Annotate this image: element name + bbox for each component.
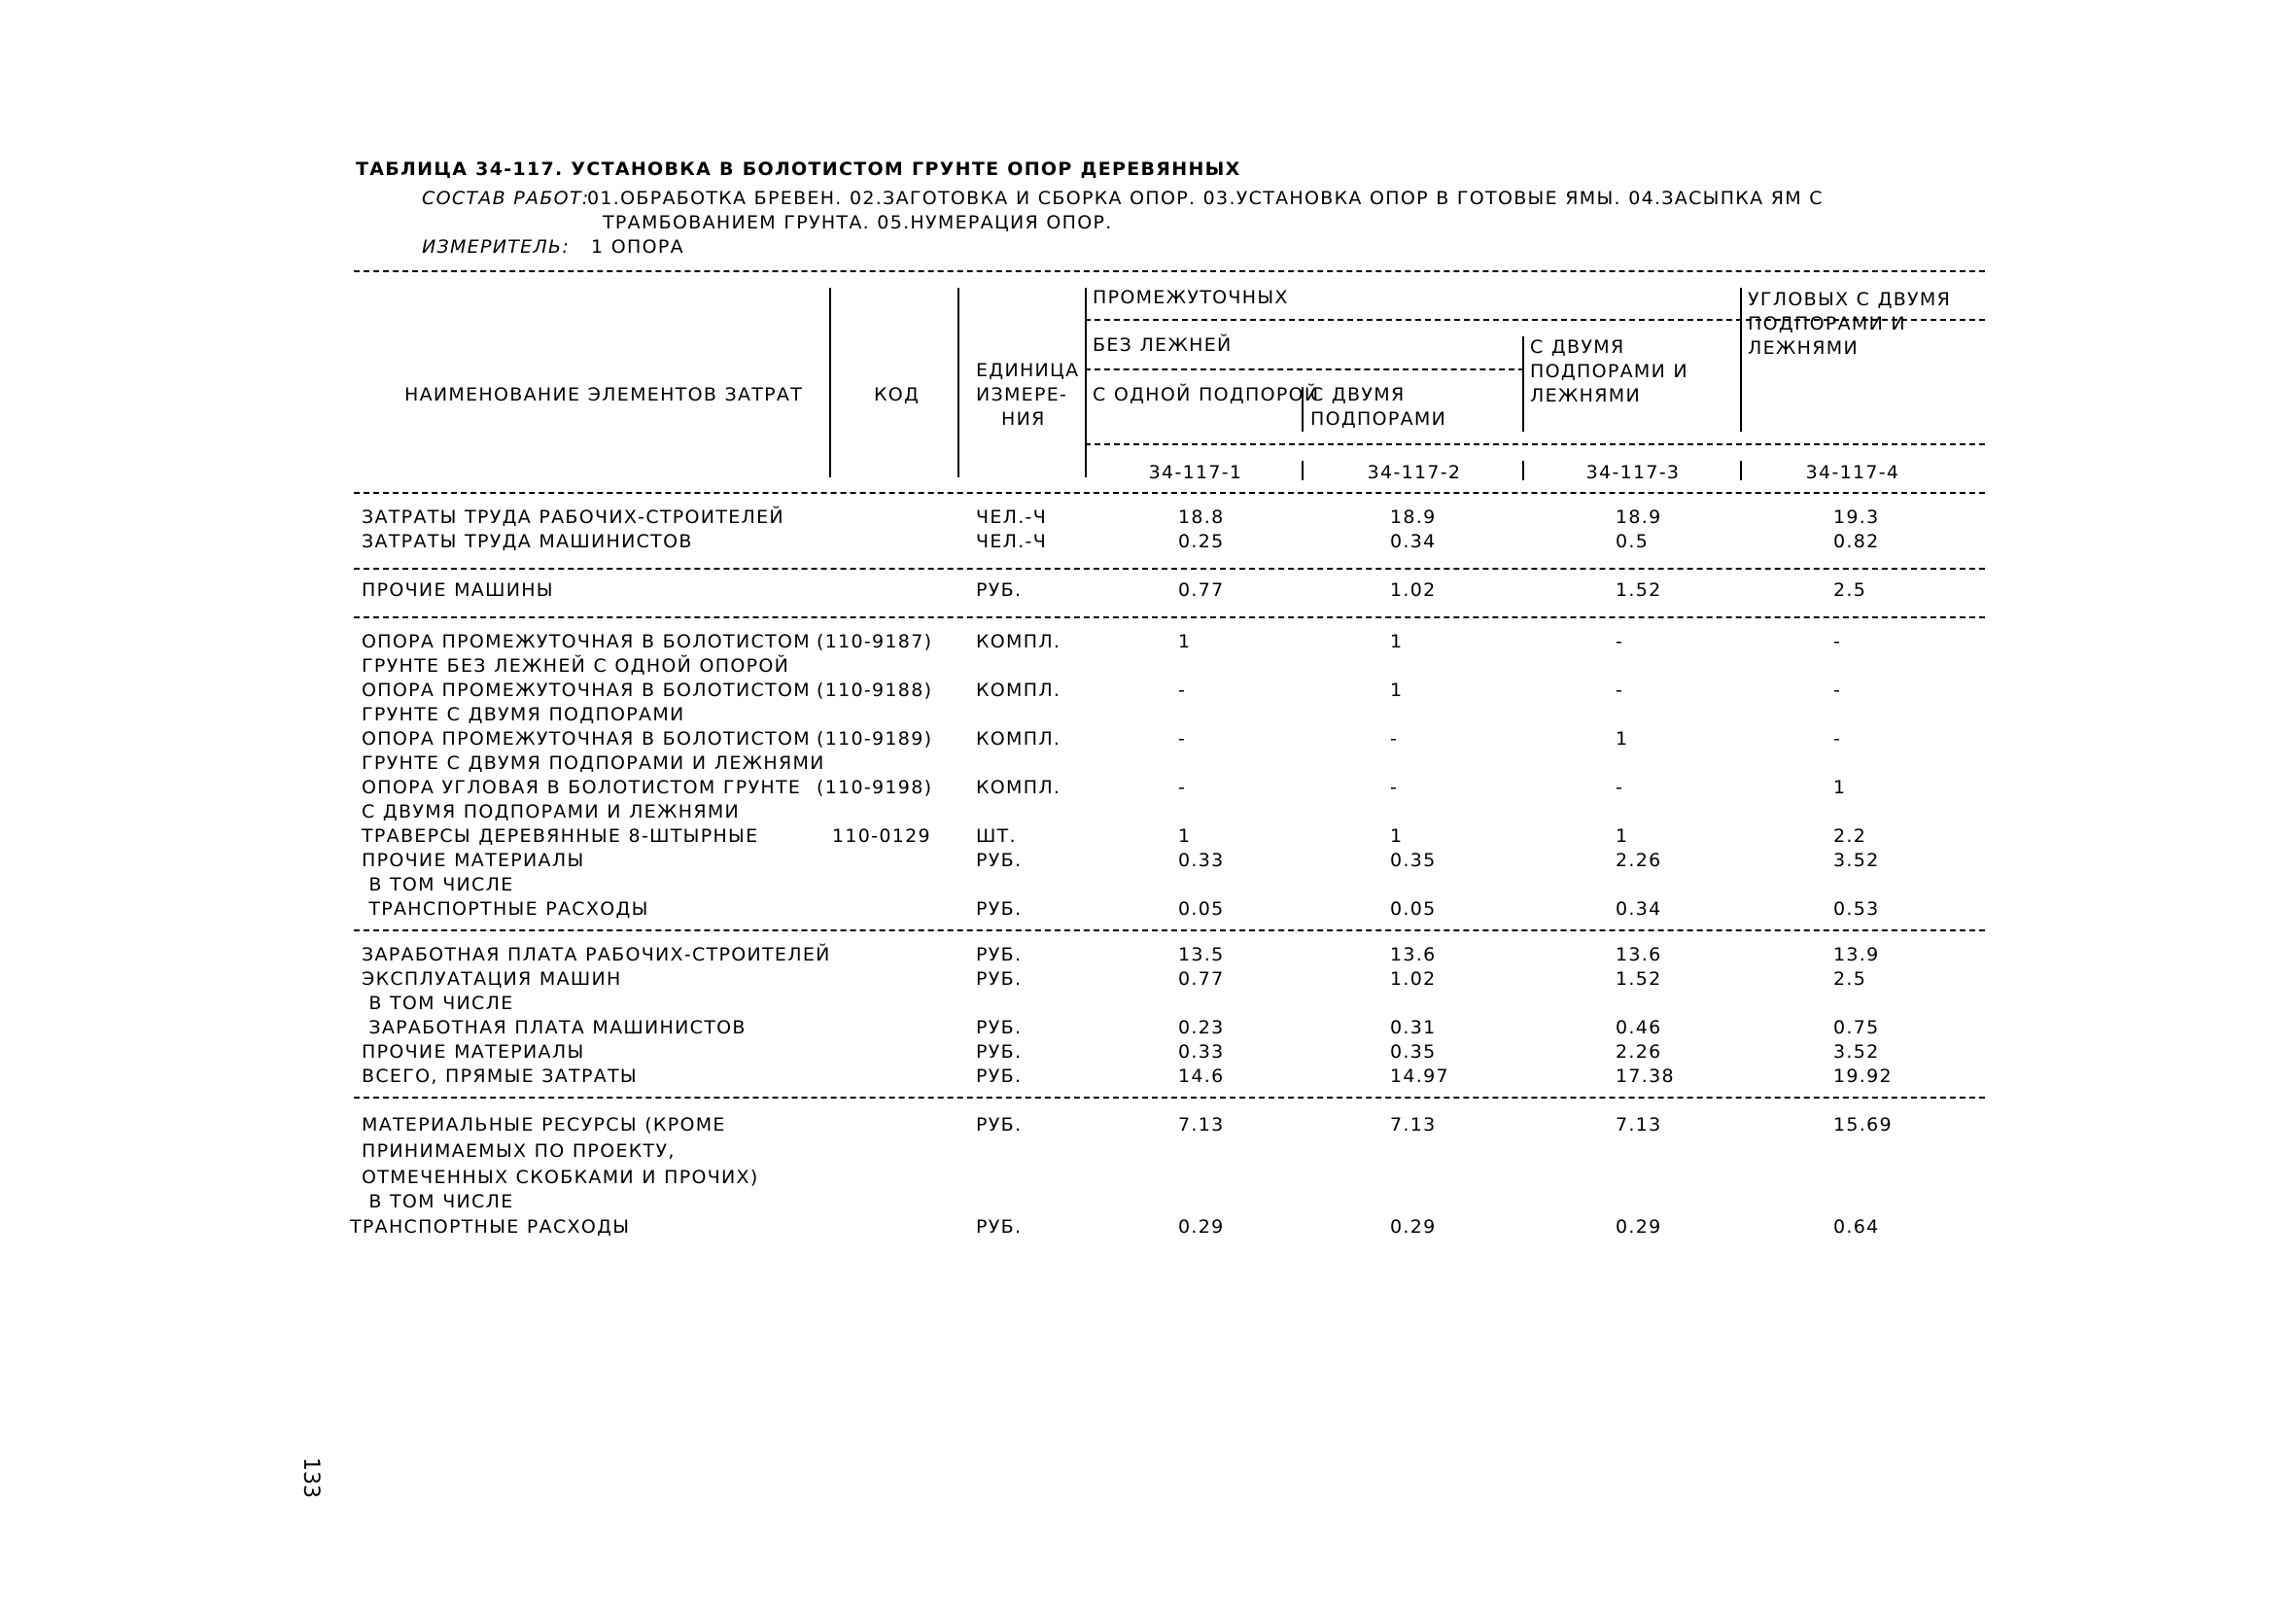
row-value: 0.34 bbox=[1616, 898, 1662, 920]
header-two-props-1: С ДВУМЯ bbox=[1310, 384, 1406, 405]
row-code: 110-0129 bbox=[832, 825, 931, 847]
row-value: 2.5 bbox=[1833, 579, 1867, 601]
page-number: 133 bbox=[298, 1457, 323, 1498]
row-unit: РУБ. bbox=[976, 1216, 1023, 1238]
header-no-beds-rule bbox=[1085, 368, 1524, 370]
header-code: КОД bbox=[874, 384, 921, 405]
row-value: - bbox=[1178, 680, 1187, 701]
row-name: МАТЕРИАЛЬНЫЕ РЕСУРСЫ (КРОМЕ bbox=[362, 1114, 726, 1136]
header-intermediate: ПРОМЕЖУТОЧНЫХ bbox=[1093, 287, 1289, 308]
group-rule-4 bbox=[354, 1097, 1985, 1099]
row-unit: КОМПЛ. bbox=[976, 680, 1061, 701]
composition-line-1: 01.ОБРАБОТКА БРЕВЕН. 02.ЗАГОТОВКА И СБОРКА ОПОР. 03.УСТАНОВКА ОПОР В ГОТОВЫЕ ЯМЫ. 04.ЗАСЫПКА ЯМ С bbox=[587, 188, 1824, 209]
table-title: ТАБЛИЦА 34-117. УСТАНОВКА В БОЛОТИСТОМ ГРУНТЕ ОПОР ДЕРЕВЯННЫХ bbox=[356, 158, 1241, 180]
row-value: 3.52 bbox=[1833, 850, 1880, 871]
row-name: В ТОМ ЧИСЛЕ bbox=[362, 1191, 514, 1212]
row-name: ГРУНТЕ С ДВУМЯ ПОДПОРАМИ bbox=[362, 704, 685, 725]
header-divider-two-props bbox=[1522, 336, 1524, 432]
meter-label: ИЗМЕРИТЕЛЬ: bbox=[422, 236, 571, 258]
row-name: ОПОРА ПРОМЕЖУТОЧНАЯ В БОЛОТИСТОМ bbox=[362, 728, 811, 750]
row-value: - bbox=[1833, 680, 1842, 701]
row-value: 1.02 bbox=[1390, 579, 1437, 601]
header-divider-name bbox=[829, 288, 831, 477]
row-value: 0.53 bbox=[1833, 898, 1880, 920]
row-name: ЗАРАБОТНАЯ ПЛАТА РАБОЧИХ-СТРОИТЕЛЕЙ bbox=[362, 944, 831, 965]
row-unit: КОМПЛ. bbox=[976, 728, 1061, 750]
row-name: ЗАРАБОТНАЯ ПЛАТА МАШИНИСТОВ bbox=[362, 1017, 747, 1038]
row-unit: ШТ. bbox=[976, 825, 1017, 847]
row-value: - bbox=[1833, 728, 1842, 750]
row-value: 0.33 bbox=[1178, 1041, 1225, 1063]
row-name: ЗАТРАТЫ ТРУДА МАШИНИСТОВ bbox=[362, 531, 693, 552]
row-value: - bbox=[1833, 631, 1842, 652]
row-name: ГРУНТЕ С ДВУМЯ ПОДПОРАМИ И ЛЕЖНЯМИ bbox=[362, 752, 825, 774]
row-unit: РУБ. bbox=[976, 898, 1023, 920]
group-rule-1 bbox=[354, 568, 1985, 570]
header-divider-code bbox=[957, 288, 959, 477]
row-value: 0.31 bbox=[1390, 1017, 1437, 1038]
row-value: 19.3 bbox=[1833, 507, 1880, 528]
row-unit: КОМПЛ. bbox=[976, 777, 1061, 798]
header-two-props-beds-1: С ДВУМЯ bbox=[1530, 336, 1625, 358]
row-value: 1 bbox=[1616, 728, 1629, 750]
row-value: 13.6 bbox=[1616, 944, 1662, 965]
row-name: ЗАТРАТЫ ТРУДА РАБОЧИХ-СТРОИТЕЛЕЙ bbox=[362, 507, 784, 528]
header-no-beds: БЕЗ ЛЕЖНЕЙ bbox=[1093, 334, 1233, 356]
header-top-rule bbox=[354, 270, 1985, 272]
header-unit-1: ЕДИНИЦА bbox=[976, 360, 1080, 381]
row-value: 0.29 bbox=[1178, 1216, 1225, 1238]
row-value: - bbox=[1616, 777, 1624, 798]
row-value: 1 bbox=[1390, 631, 1404, 652]
header-name: НАИМЕНОВАНИЕ ЭЛЕМЕНТОВ ЗАТРАТ bbox=[404, 384, 804, 405]
row-unit: РУБ. bbox=[976, 1017, 1023, 1038]
row-value: 18.8 bbox=[1178, 507, 1225, 528]
row-name: ЭКСПЛУАТАЦИЯ МАШИН bbox=[362, 968, 622, 990]
row-value: 0.64 bbox=[1833, 1216, 1880, 1238]
row-value: 0.75 bbox=[1833, 1017, 1880, 1038]
row-code: (110-9188) bbox=[817, 680, 933, 701]
row-value: 15.69 bbox=[1833, 1114, 1893, 1136]
composition-line-2: ТРАМБОВАНИЕМ ГРУНТА. 05.НУМЕРАЦИЯ ОПОР. bbox=[603, 212, 1113, 233]
row-value: 1 bbox=[1390, 680, 1404, 701]
row-value: 1 bbox=[1616, 825, 1629, 847]
row-value: 0.35 bbox=[1390, 1041, 1437, 1063]
row-value: - bbox=[1616, 631, 1624, 652]
row-value: 3.52 bbox=[1833, 1041, 1880, 1063]
row-value: 13.5 bbox=[1178, 944, 1225, 965]
row-value: 1 bbox=[1833, 777, 1847, 798]
row-value: 0.77 bbox=[1178, 579, 1225, 601]
row-code: (110-9187) bbox=[817, 631, 933, 652]
meter-value: 1 ОПОРА bbox=[591, 236, 684, 258]
column-code-2: 34-117-2 bbox=[1367, 462, 1462, 483]
row-value: 13.6 bbox=[1390, 944, 1437, 965]
row-value: 0.33 bbox=[1178, 850, 1225, 871]
row-name: ТРАВЕРСЫ ДЕРЕВЯННЫЕ 8-ШТЫРНЫЕ bbox=[362, 825, 759, 847]
row-value: 13.9 bbox=[1833, 944, 1880, 965]
row-name: В ТОМ ЧИСЛЕ bbox=[362, 993, 514, 1014]
row-name: ОТМЕЧЕННЫХ СКОБКАМИ И ПРОЧИХ) bbox=[362, 1167, 759, 1188]
row-unit: РУБ. bbox=[976, 1066, 1023, 1087]
row-value: 19.92 bbox=[1833, 1066, 1893, 1087]
row-unit: РУБ. bbox=[976, 1114, 1023, 1136]
row-value: 1 bbox=[1178, 631, 1192, 652]
row-value: 1.02 bbox=[1390, 968, 1437, 990]
header-corner-3: ЛЕЖНЯМИ bbox=[1748, 337, 1859, 359]
row-value: 0.05 bbox=[1390, 898, 1437, 920]
header-divider-unit bbox=[1085, 288, 1087, 477]
row-name: ПРИНИМАЕМЫХ ПО ПРОЕКТУ, bbox=[362, 1140, 676, 1162]
header-unit-2: ИЗМЕРЕ- bbox=[976, 384, 1068, 405]
row-value: - bbox=[1616, 680, 1624, 701]
row-name: ТРАНСПОРТНЫЕ РАСХОДЫ bbox=[350, 1216, 631, 1238]
row-code: (110-9189) bbox=[817, 728, 933, 750]
row-name: ГРУНТЕ БЕЗ ЛЕЖНЕЙ С ОДНОЙ ОПОРОЙ bbox=[362, 655, 790, 677]
row-value: 0.35 bbox=[1390, 850, 1437, 871]
row-unit: РУБ. bbox=[976, 1041, 1023, 1063]
row-name: ВСЕГО, ПРЯМЫЕ ЗАТРАТЫ bbox=[362, 1066, 638, 1087]
row-name: ПРОЧИЕ МАТЕРИАЛЫ bbox=[362, 850, 585, 871]
header-codes-rule bbox=[1085, 443, 1985, 445]
group-rule-3 bbox=[354, 929, 1985, 931]
composition-label: СОСТАВ РАБОТ: bbox=[422, 188, 590, 209]
group-rule-2 bbox=[354, 616, 1985, 618]
row-name: ОПОРА УГЛОВАЯ В БОЛОТИСТОМ ГРУНТЕ bbox=[362, 777, 802, 798]
row-value: 1 bbox=[1390, 825, 1404, 847]
row-unit: ЧЕЛ.-Ч bbox=[976, 531, 1048, 552]
row-value: - bbox=[1390, 728, 1399, 750]
row-unit: КОМПЛ. bbox=[976, 631, 1061, 652]
header-bottom-rule bbox=[354, 492, 1985, 494]
code-divider-1 bbox=[1302, 461, 1304, 480]
row-name: ПРОЧИЕ МАТЕРИАЛЫ bbox=[362, 1041, 585, 1063]
row-value: 1 bbox=[1178, 825, 1192, 847]
row-unit: РУБ. bbox=[976, 968, 1023, 990]
row-name: ОПОРА ПРОМЕЖУТОЧНАЯ В БОЛОТИСТОМ bbox=[362, 631, 811, 652]
row-value: - bbox=[1390, 777, 1399, 798]
row-name: С ДВУМЯ ПОДПОРАМИ И ЛЕЖНЯМИ bbox=[362, 801, 741, 822]
header-one-prop: С ОДНОЙ ПОДПОРОЙ bbox=[1093, 384, 1320, 405]
row-unit: РУБ. bbox=[976, 579, 1023, 601]
header-two-props-2: ПОДПОРАМИ bbox=[1310, 408, 1447, 430]
row-value: 18.9 bbox=[1616, 507, 1662, 528]
row-value: 1.52 bbox=[1616, 968, 1662, 990]
row-value: - bbox=[1178, 777, 1187, 798]
row-name: ОПОРА ПРОМЕЖУТОЧНАЯ В БОЛОТИСТОМ bbox=[362, 680, 811, 701]
row-value: 0.46 bbox=[1616, 1017, 1662, 1038]
row-value: 0.34 bbox=[1390, 531, 1437, 552]
row-code: (110-9198) bbox=[817, 777, 933, 798]
row-value: 14.97 bbox=[1390, 1066, 1449, 1087]
header-divider-corner bbox=[1740, 288, 1742, 432]
row-unit: ЧЕЛ.-Ч bbox=[976, 507, 1048, 528]
row-unit: РУБ. bbox=[976, 944, 1023, 965]
code-divider-2 bbox=[1522, 461, 1524, 480]
row-value: 0.29 bbox=[1390, 1216, 1437, 1238]
row-value: 14.6 bbox=[1178, 1066, 1225, 1087]
row-value: 0.23 bbox=[1178, 1017, 1225, 1038]
row-value: 2.26 bbox=[1616, 850, 1662, 871]
row-value: 2.26 bbox=[1616, 1041, 1662, 1063]
row-value: 7.13 bbox=[1390, 1114, 1437, 1136]
row-value: 1.52 bbox=[1616, 579, 1662, 601]
row-value: 17.38 bbox=[1616, 1066, 1675, 1087]
column-code-3: 34-117-3 bbox=[1585, 462, 1681, 483]
header-unit-3: НИЯ bbox=[1001, 408, 1046, 430]
row-value: - bbox=[1178, 728, 1187, 750]
row-name: ПРОЧИЕ МАШИНЫ bbox=[362, 579, 554, 601]
header-corner-2: ПОДПОРАМИ И bbox=[1748, 313, 1906, 334]
row-value: 0.77 bbox=[1178, 968, 1225, 990]
row-value: 0.29 bbox=[1616, 1216, 1662, 1238]
row-value: 0.25 bbox=[1178, 531, 1225, 552]
row-name: ТРАНСПОРТНЫЕ РАСХОДЫ bbox=[362, 898, 649, 920]
header-corner-1: УГЛОВЫХ С ДВУМЯ bbox=[1748, 289, 1952, 310]
row-value: 7.13 bbox=[1178, 1114, 1225, 1136]
row-value: 0.82 bbox=[1833, 531, 1880, 552]
header-two-props-beds-3: ЛЕЖНЯМИ bbox=[1530, 385, 1641, 406]
row-name: В ТОМ ЧИСЛЕ bbox=[362, 874, 514, 895]
row-value: 2.5 bbox=[1833, 968, 1867, 990]
row-unit: РУБ. bbox=[976, 850, 1023, 871]
row-value: 0.5 bbox=[1616, 531, 1650, 552]
column-code-1: 34-117-1 bbox=[1148, 462, 1243, 483]
code-divider-3 bbox=[1740, 461, 1742, 480]
row-value: 18.9 bbox=[1390, 507, 1437, 528]
row-value: 2.2 bbox=[1833, 825, 1867, 847]
row-value: 7.13 bbox=[1616, 1114, 1662, 1136]
column-code-4: 34-117-4 bbox=[1805, 462, 1900, 483]
row-value: 0.05 bbox=[1178, 898, 1225, 920]
header-two-props-beds-2: ПОДПОРАМИ И bbox=[1530, 361, 1688, 382]
